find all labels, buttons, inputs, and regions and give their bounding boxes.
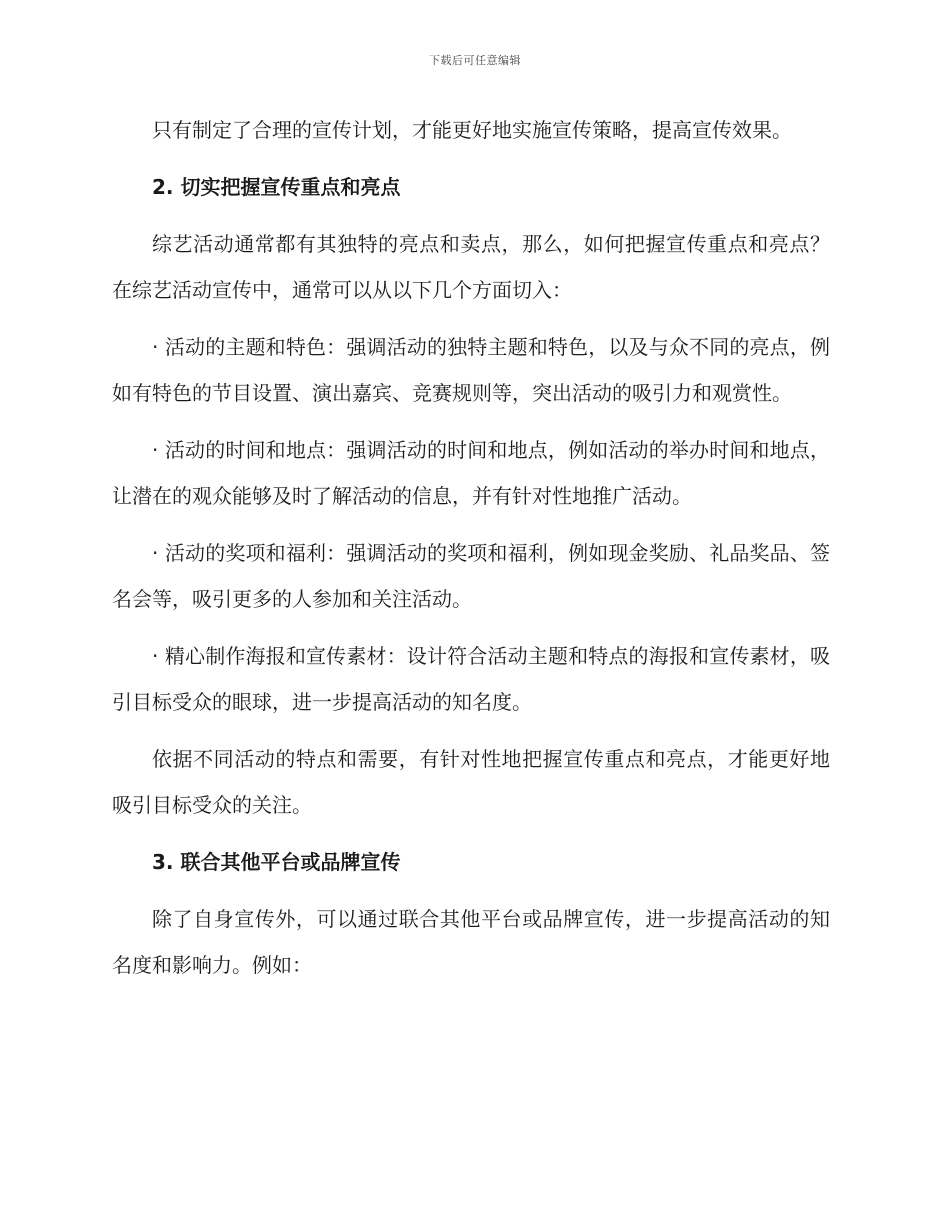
bullet-awards-benefits: · 活动的奖项和福利：强调活动的奖项和福利，例如现金奖励、礼品奖品、签名会等，吸引更多的人参加和关注活动。 — [112, 541, 830, 611]
paragraph-highlights-intro: 综艺活动通常都有其独特的亮点和卖点，那么，如何把握宣传重点和亮点？在综艺活动宣传中，通常可以从以下几个方面切入： — [112, 232, 830, 302]
bullet-posters-materials: · 精心制作海报和宣传素材：设计符合活动主题和特点的海报和宣传素材，吸引目标受众的眼球，进一步提高活动的知名度。 — [112, 644, 830, 714]
page-header: 下载后可任意编辑 — [429, 54, 521, 67]
bullet-time-location: · 活动的时间和地点：强调活动的时间和地点，例如活动的举办时间和地点，让潜在的观众能够及时了解活动的信息，并有针对性地推广活动。 — [112, 438, 830, 508]
section-heading-2: 2. 切实把握宣传重点和亮点 — [152, 175, 401, 199]
section-heading-3: 3. 联合其他平台或品牌宣传 — [152, 850, 401, 874]
document-body — [112, 107, 830, 999]
bullet-theme-features: · 活动的主题和特色：强调活动的独特主题和特色，以及与众不同的亮点，例如有特色的节目设置、演出嘉宾、竞赛规则等，突出活动的吸引力和观赏性。 — [112, 335, 830, 405]
paragraph-highlights-summary: 依据不同活动的特点和需要，有针对性地把握宣传重点和亮点，才能更好地吸引目标受众的关注。 — [112, 747, 830, 817]
paragraph-partnership-intro: 除了自身宣传外，可以通过联合其他平台或品牌宣传，进一步提高活动的知名度和影响力。例如： — [112, 907, 830, 977]
paragraph-plan-summary: 只有制定了合理的宣传计划，才能更好地实施宣传策略，提高宣传效果。 — [152, 118, 792, 142]
